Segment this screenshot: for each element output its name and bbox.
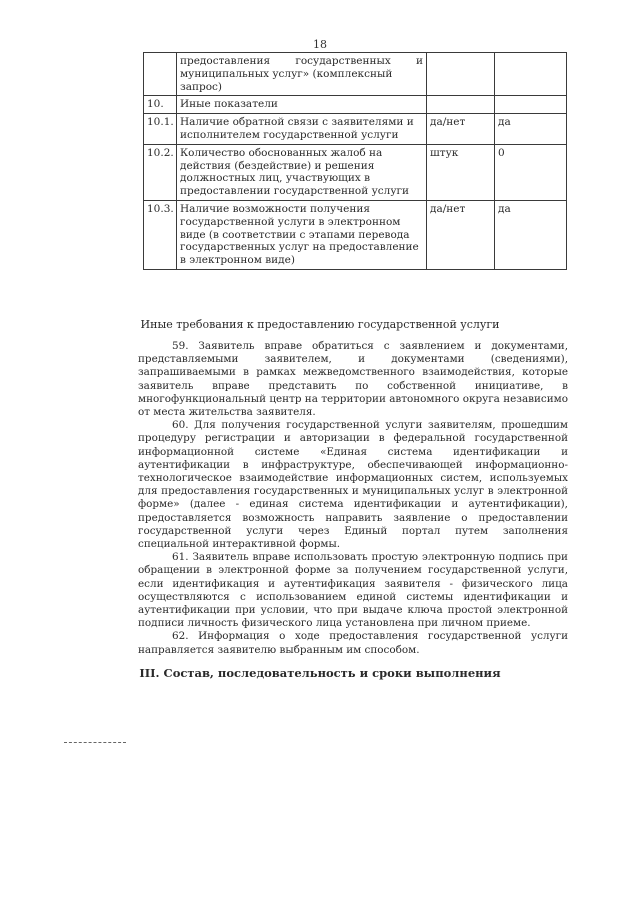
continuation-word: государственных [295,55,391,67]
table-cell-unit: да/нет [427,114,495,145]
paragraph-62: 62. Информация о ходе предоставления государственной услуги направляется заявителю выбранным им способом. [138,630,568,656]
table-cell-value [495,96,567,114]
table-cell-name: Иные показатели [177,96,427,114]
table-cell-unit: штук [427,144,495,200]
table-cell-value: да [495,114,567,145]
chapter-heading: III. Состав, последовательность и сроки выполнения [139,666,501,680]
table-cell-unit: да/нет [427,200,495,269]
table-row [144,144,567,200]
indicators-table [143,52,567,270]
table-cell-name: Количество обоснованных жалоб на действия (бездействие) и решения должностных лиц, участвующих в предоставлении государственной услуги [177,144,427,200]
table-row [144,114,567,145]
table-cell-name: Наличие возможности получения государственной услуги в электронном виде (в соответствии с этапами перевода государственных услуг на предоставление в электронном виде) [177,200,427,269]
continuation-line: муниципальных услуг» (комплексный запрос) [180,67,393,93]
table-cell-number: 10.1. [144,114,177,145]
page-number: 18 [313,38,327,51]
scan-mark [64,742,126,743]
table-cell-unit [427,96,495,114]
continuation-word: и [415,55,423,67]
table-row [144,96,567,114]
table-cell-unit [427,53,495,96]
table-cell-value: 0 [495,144,567,200]
continuation-word: предоставления [180,55,271,67]
paragraph-60: 60. Для получения государственной услуги заявителям, прошедшим процедуру регистрации и авторизации в федеральной государственной информационной системе «Единая система идентификации и аутентификации в инфраструктуре, обеспечивающей информационно-технологическое взаимодействие информационных систем, используемых для предоставления государственных и муниципальных услуг в электронной форме» (далее - единая система идентификации и аутентификации), предоставляется возможность направить заявление о предоставлении государственной услуги через Единый портал путем заполнения специальной интерактивной формы. [138,419,568,551]
paragraph-59: 59. Заявитель вправе обратиться с заявлением и документами, представляемыми заявителем, и документами (сведениями), запрашиваемыми в рамках межведомственного взаимодействия, которые заявитель вправе представить по собственной инициативе, в многофункциональный центр на территории автономного округа независимо от места жительства заявителя. [138,340,568,419]
body-text [138,340,568,657]
table-cell-number: 10. [144,96,177,114]
paragraph-61: 61. Заявитель вправе использовать простую электронную подпись при обращении в электронной форме за получением государственной услуги, если идентификация и аутентификация заявителя - физического лица осуществляются с использованием единой системы идентификации и аутентификации при условии, что при выдаче ключа простой электронной подписи личность физического лица установлена при личном приеме. [138,551,568,630]
table-row-continuation [144,53,567,96]
table-row [144,200,567,269]
table-cell-name: Наличие обратной связи с заявителями и исполнителем государственной услуги [177,114,427,145]
table-cell-number [144,53,177,96]
table-cell-number: 10.3. [144,200,177,269]
table-cell-value: да [495,200,567,269]
table-cell-number: 10.2. [144,144,177,200]
table-cell-value [495,53,567,96]
table-cell-name [177,53,427,96]
section-heading: Иные требования к предоставлению государственной услуги [140,318,500,331]
